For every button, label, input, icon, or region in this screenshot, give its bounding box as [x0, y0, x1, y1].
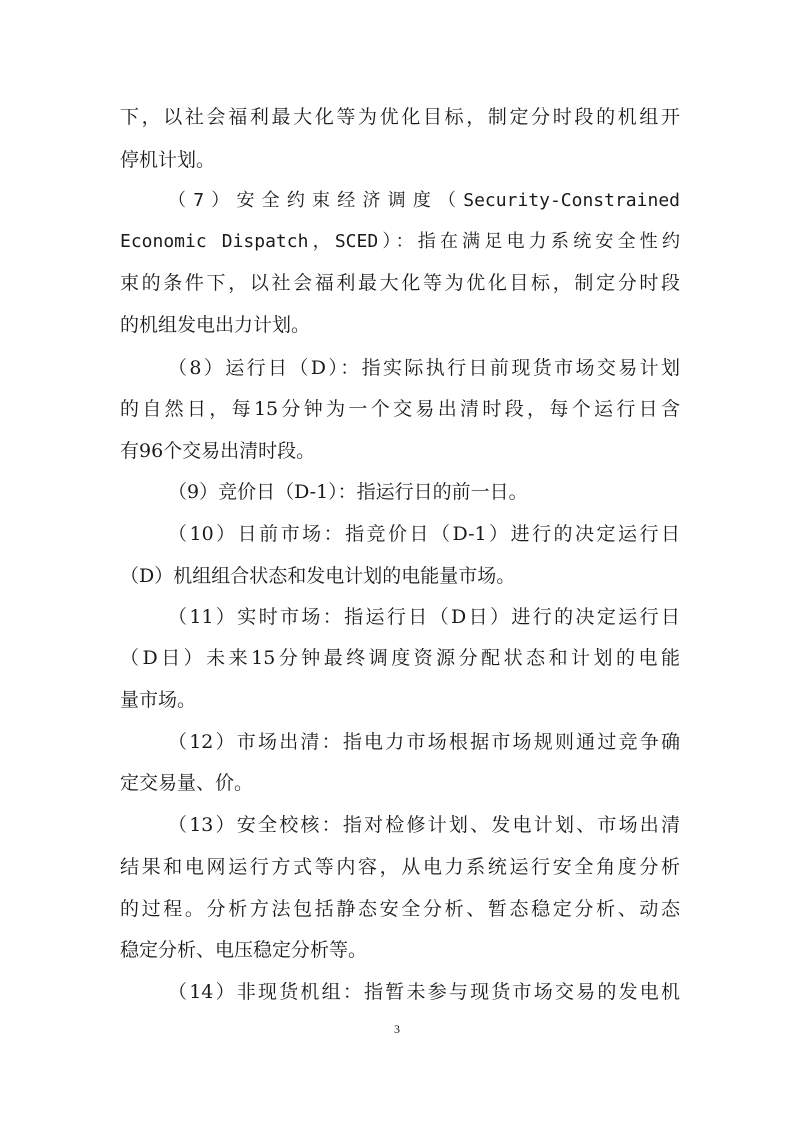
text-line-22: （14）非现货机组：指暂未参与现货市场交易的发电机: [168, 981, 680, 1003]
text-line-10: （9）竞价日（D-1）：指运行日的前一日。: [168, 481, 528, 503]
text-line-7: （8）运行日（D）：指实际执行日前现货市场交易计划: [168, 357, 680, 379]
text-line-20: 的过程。分析方法包括静态安全分析、暂态稳定分析、动态: [120, 898, 680, 920]
text-line-2: 停机计划。: [120, 149, 216, 171]
text-line-11: （10）日前市场：指竞价日（D-1）进行的决定运行日: [168, 523, 680, 545]
text-line-14: （D日）未来15分钟最终调度资源分配状态和计划的电能: [120, 647, 680, 669]
text-line-13: （11）实时市场：指运行日（D日）进行的决定运行日: [168, 606, 680, 628]
text-line-21: 稳定分析、电压稳定分析等。: [120, 939, 368, 961]
text-line-6: 的机组发电出力计划。: [120, 314, 311, 336]
page-number: 3: [394, 1022, 400, 1036]
text-line-4: Economic Dispatch，SCED）：指在满足电力系统安全性约: [120, 231, 680, 252]
text-line-8: 的自然日，每15分钟为一个交易出清时段，每个运行日含: [120, 398, 680, 420]
text-line-15: 量市场。: [120, 689, 197, 711]
text-line-5: 束的条件下，以社会福利最大化等为优化目标，制定分时段: [120, 272, 680, 294]
text-line-9: 有96个交易出清时段。: [120, 440, 316, 462]
text-line-16: （12）市场出清：指电力市场根据市场规则通过竞争确: [168, 731, 680, 753]
text-line-17: 定交易量、价。: [120, 772, 254, 794]
text-line-19: 结果和电网运行方式等内容，从电力系统运行安全角度分析: [120, 856, 680, 878]
text-line-3: （7）安全约束经济调度（Security-Constrained: [168, 190, 680, 211]
text-line-1: 下，以社会福利最大化等为优化目标，制定分时段的机组开: [120, 106, 680, 128]
text-line-12: （D）机组组合状态和发电计划的电能量市场。: [120, 565, 516, 587]
text-line-18: （13）安全校核：指对检修计划、发电计划、市场出清: [168, 814, 680, 836]
